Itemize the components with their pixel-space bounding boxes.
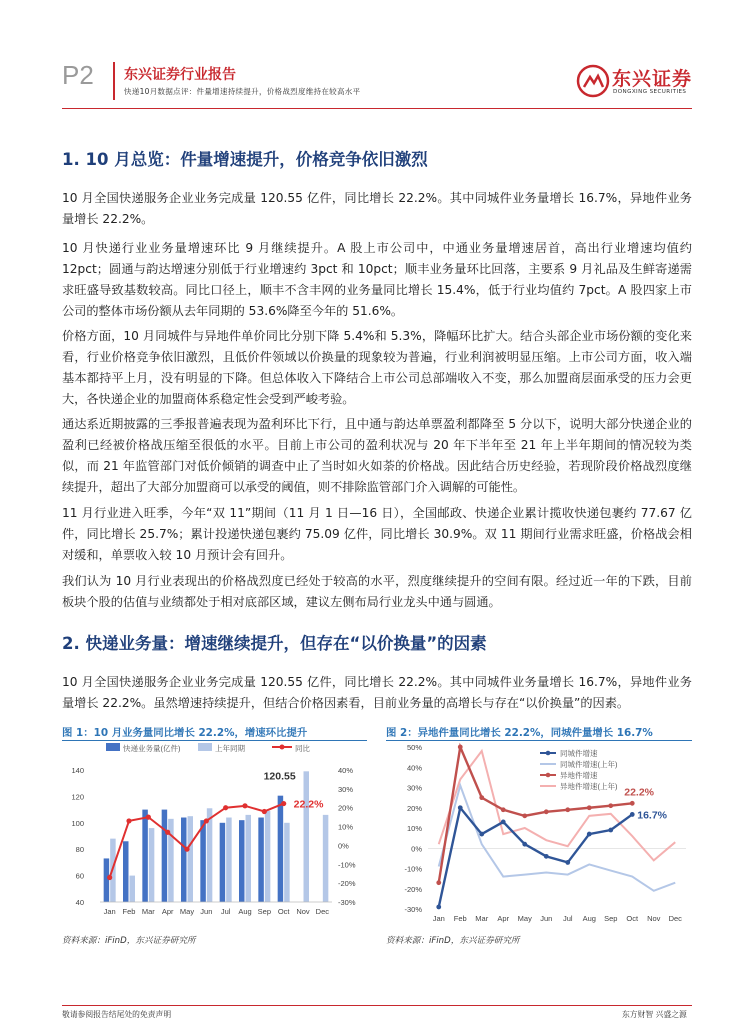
x-tick-label: Mar <box>141 907 155 916</box>
logo-text-cn: 东兴证券 <box>612 68 693 90</box>
y-right-tick-label: 40% <box>338 766 354 775</box>
bar-prior <box>323 815 329 902</box>
x-tick-label: Jul <box>220 907 231 916</box>
series-same-city-point <box>544 854 549 859</box>
yoy-point <box>126 818 131 823</box>
legend-marker <box>546 773 551 778</box>
report-subtitle: 快递10月数据点评：件量增速持续提升，价格战烈度维持在较高水平 <box>124 87 361 96</box>
series-other-city-point <box>522 813 527 818</box>
y-left-tick-label: 60 <box>75 871 84 881</box>
x-tick-label: Sep <box>604 914 618 923</box>
logo-text-en: DONGXING SECURITIES <box>613 89 687 95</box>
x-tick-label: Mar <box>475 914 489 923</box>
x-tick-label: Oct <box>277 907 290 916</box>
yoy-point <box>146 815 151 820</box>
x-tick-label: May <box>179 907 195 916</box>
yoy-point <box>165 830 170 835</box>
x-tick-label: Dec <box>668 914 682 923</box>
series-same-city-point <box>436 905 441 910</box>
section-1-paragraph-6: 我们认为 10 月行业表现出的价格战烈度已经处于较高的水平，烈度继续提升的空间有限。经过近一年的下跌，目前板块个股的估值与业绩都处于相对底部区域，建议左侧布局行业龙头中通与圆通。 <box>62 574 692 609</box>
x-tick-label: Feb <box>453 914 467 923</box>
y-right-tick-label: 0% <box>338 841 349 851</box>
section-1-paragraph-5: 11 月行业进入旺季，今年“双 11”期间（11 月 1 日—16 日），全国邮政、快递企业累计揽收快递包裹约 77.67 亿件，同比增长 25.7%；累计投递快递包裹约 75.09 亿件，同比增长 30.9%。双 11 期间行业需求旺盛，价格战会相对缓和，单票收入较 10 月预计会有回升。 <box>62 506 692 562</box>
yoy-value-label: 22.2% <box>293 798 324 811</box>
bar-current <box>162 810 168 902</box>
x-tick-label: Jan <box>103 907 116 916</box>
bar-current <box>142 810 148 902</box>
yoy-point <box>262 809 267 814</box>
bar-current <box>123 841 129 902</box>
x-tick-label: Sep <box>257 907 272 916</box>
section-1-title: 1. 10 月总览：件量增速提升，价格竞争依旧激烈 <box>62 150 428 169</box>
y-right-tick-label: -10% <box>338 860 356 870</box>
bar-current <box>104 858 110 902</box>
series-same-city-line <box>439 808 633 907</box>
legend-label-prior: 上年同期 <box>215 744 245 753</box>
y-right-tick-label: 10% <box>338 822 354 832</box>
y-tick-label: 50% <box>406 743 422 752</box>
figure-1-title: 图 1：10 月业务量同比增长 22.2%，增速环比提升 <box>62 727 308 739</box>
legend-marker <box>546 751 551 756</box>
yoy-point <box>242 803 247 808</box>
y-tick-label: 10% <box>406 824 422 833</box>
bar-prior <box>226 818 232 902</box>
yoy-point <box>223 805 228 810</box>
series-other-city-point <box>458 745 463 750</box>
bar-current <box>200 820 206 902</box>
footer-rule <box>62 1005 692 1006</box>
x-tick-label: Jun <box>540 914 553 923</box>
chart-1-bar-line <box>62 742 367 924</box>
header-rule <box>62 108 692 109</box>
x-tick-label: Aug <box>582 914 596 923</box>
footer-disclaimer: 敬请参阅报告结尾处的免责声明 <box>62 1010 172 1019</box>
company-logo <box>576 62 692 102</box>
bar-current <box>220 823 226 902</box>
x-tick-label: Dec <box>315 907 330 916</box>
bar-prior <box>149 828 155 902</box>
other-city-value-label: 22.2% <box>624 786 655 799</box>
section-1-paragraph-3: 价格方面，10 月同城件与异地件单价同比分别下降 5.4%和 5.3%，降幅环比扩大。结合头部企业市场份额的变化来看，行业价格竞争依旧激烈，且低价件领域以价换量的现象较为普遍，行业利润被明显压缩。上市公司方面，收入端基本都持平上月，没有明显的下降。但总体收入下降结合上市公司总部端收入不变，那么加盟商层面承受的压力会更大，各快递企业的加盟商体系稳定性会受到严峻考验。 <box>62 329 692 406</box>
x-tick-label: Nov <box>296 907 310 916</box>
logo-mark-icon <box>576 64 610 98</box>
x-tick-label: Feb <box>122 907 136 916</box>
series-other-city-point <box>565 807 570 812</box>
legend-label: 异地件增速(上年) <box>560 782 618 791</box>
series-other-city-point <box>479 795 484 800</box>
bar-prior <box>284 823 290 902</box>
y-right-tick-label: 30% <box>338 784 354 794</box>
legend-label: 同城件增速 <box>560 749 598 758</box>
figure-2-title: 图 2：异地件量同比增长 22.2%，同城件量增长 16.7% <box>386 727 653 739</box>
bar-prior <box>246 815 252 902</box>
x-tick-label: Aug <box>238 907 252 916</box>
y-left-tick-label: 100 <box>71 818 84 828</box>
series-same-city-point <box>479 832 484 837</box>
x-tick-label: Jul <box>562 914 573 923</box>
y-tick-label: -30% <box>404 905 422 914</box>
legend-label-current: 快递业务量(亿件) <box>123 744 181 753</box>
yoy-point <box>184 847 189 852</box>
x-tick-label: Oct <box>626 914 639 923</box>
y-right-tick-label: 20% <box>338 803 354 813</box>
series-other-city-point <box>544 809 549 814</box>
report-type-title: 东兴证券行业报告 <box>124 67 236 83</box>
series-same-city-point <box>587 832 592 837</box>
y-tick-label: -10% <box>404 864 422 874</box>
series-other-city-point <box>436 880 441 885</box>
bar-current <box>258 818 264 902</box>
header-divider <box>113 62 115 100</box>
figure-1-rule <box>62 740 367 741</box>
y-right-tick-label: -30% <box>338 898 356 907</box>
x-tick-label: Apr <box>161 907 174 916</box>
x-tick-label: May <box>517 914 532 923</box>
x-tick-label: Jun <box>200 907 213 916</box>
y-left-tick-label: 140 <box>71 766 84 775</box>
section-2-paragraph: 10 月全国快递服务企业业务完成量 120.55 亿件，同比增长 22.2%。其中同城件业务量增长 16.7%，异地件业务量增长 22.2%。虽然增速持续提升，但结合价格因素看，目前业务量的高增长与存在“以价换量”的因素。 <box>62 675 692 710</box>
legend-label-yoy: 同比 <box>295 744 310 753</box>
series-same-city-prev-line <box>439 785 676 890</box>
series-same-city-point <box>458 805 463 810</box>
chart-2-lines <box>386 742 692 924</box>
legend-swatch-prior <box>198 743 212 751</box>
y-tick-label: 20% <box>406 803 422 813</box>
figure-2-source: 资料来源：iFinD，东兴证券研究所 <box>386 936 520 946</box>
section-1-paragraph-2: 10 月快递行业业务量增速环比 9 月继续提升。A 股上市公司中，中通业务量增速居首，高出行业增速均值约 12pct；圆通与韵达增速分别低于行业增速约 3pct 和 10pct；顺丰业务量环比回落，主要系 9 月礼品及生鲜寄递需求旺盛导致基数较高。同比口径上，顺丰不含丰网的业务量同比增长 15.4%，低于行业均值约 7pct。A 股四家上市公司的整体市场份额从去年同期的 53.6%降至今年的 51.6%。 <box>62 241 692 318</box>
figure-2-rule <box>386 740 692 741</box>
yoy-point <box>204 818 209 823</box>
y-tick-label: 0% <box>411 844 422 854</box>
bar-prior <box>130 876 136 902</box>
bar-current <box>239 820 245 902</box>
series-same-city-point <box>501 820 506 825</box>
legend-swatch-current <box>106 743 120 751</box>
x-tick-label: Apr <box>497 914 510 923</box>
yoy-point <box>107 875 112 880</box>
series-other-city-point <box>608 803 613 808</box>
bar-prior <box>265 811 271 902</box>
series-same-city-point <box>565 860 570 865</box>
bar-current <box>278 796 284 902</box>
series-other-city-point <box>501 807 506 812</box>
section-1-paragraph-1: 10 月全国快递服务企业业务完成量 120.55 亿件，同比增长 22.2%。其中同城件业务量增长 16.7%，异地件业务量增长 22.2%。 <box>62 191 692 226</box>
page-number: P2 <box>62 60 94 90</box>
bar-prior <box>188 816 194 902</box>
y-tick-label: 40% <box>406 763 422 773</box>
y-left-tick-label: 80 <box>75 845 84 855</box>
y-left-tick-label: 120 <box>71 792 84 802</box>
series-same-city-point <box>608 828 613 833</box>
series-same-city-point <box>522 842 527 847</box>
figure-1-source: 资料来源：iFinD，东兴证券研究所 <box>62 936 196 946</box>
series-other-city-point <box>587 805 592 810</box>
y-left-tick-label: 40 <box>75 898 84 907</box>
series-other-city-prev-line <box>439 751 676 860</box>
x-tick-label: Nov <box>647 914 661 923</box>
series-other-city-point <box>630 801 635 806</box>
footer-slogan: 东方财智 兴盛之源 <box>622 1010 687 1019</box>
x-tick-label: Jan <box>432 914 445 923</box>
same-city-value-label: 16.7% <box>637 809 668 822</box>
y-tick-label: 30% <box>406 783 422 793</box>
legend-label: 异地件增速 <box>560 771 598 780</box>
bar-current <box>181 818 187 902</box>
yoy-line <box>110 804 284 878</box>
series-same-city-point <box>630 812 635 817</box>
yoy-point <box>281 801 286 806</box>
legend-marker-yoy <box>280 745 285 750</box>
legend-label: 同城件增速(上年) <box>560 760 618 769</box>
bar-prior <box>304 771 310 902</box>
y-right-tick-label: -20% <box>338 879 356 889</box>
bar-value-label: 120.55 <box>263 770 296 783</box>
section-2-title: 2. 快递业务量：增速继续提升，但存在“以价换量”的因素 <box>62 634 487 653</box>
y-tick-label: -20% <box>404 884 422 894</box>
section-1-paragraph-4: 通达系近期披露的三季报普遍表现为盈利环比下行，且中通与韵达单票盈利都降至 5 分以下，说明大部分快递企业的盈利已经被价格战压缩至很低的水平。目前上市公司的盈利状况与 20 年下半年至 21 年上半年期间的情况较为类似，而 21 年监管部门对低价倾销的调查中止了当时如火如荼的价格战。因此结合历史经验，若现阶段价格战烈度继续提升，超出了大部分加盟商可以承受的阈值，则不排除监管部门介入调解的可能性。 <box>62 417 692 494</box>
